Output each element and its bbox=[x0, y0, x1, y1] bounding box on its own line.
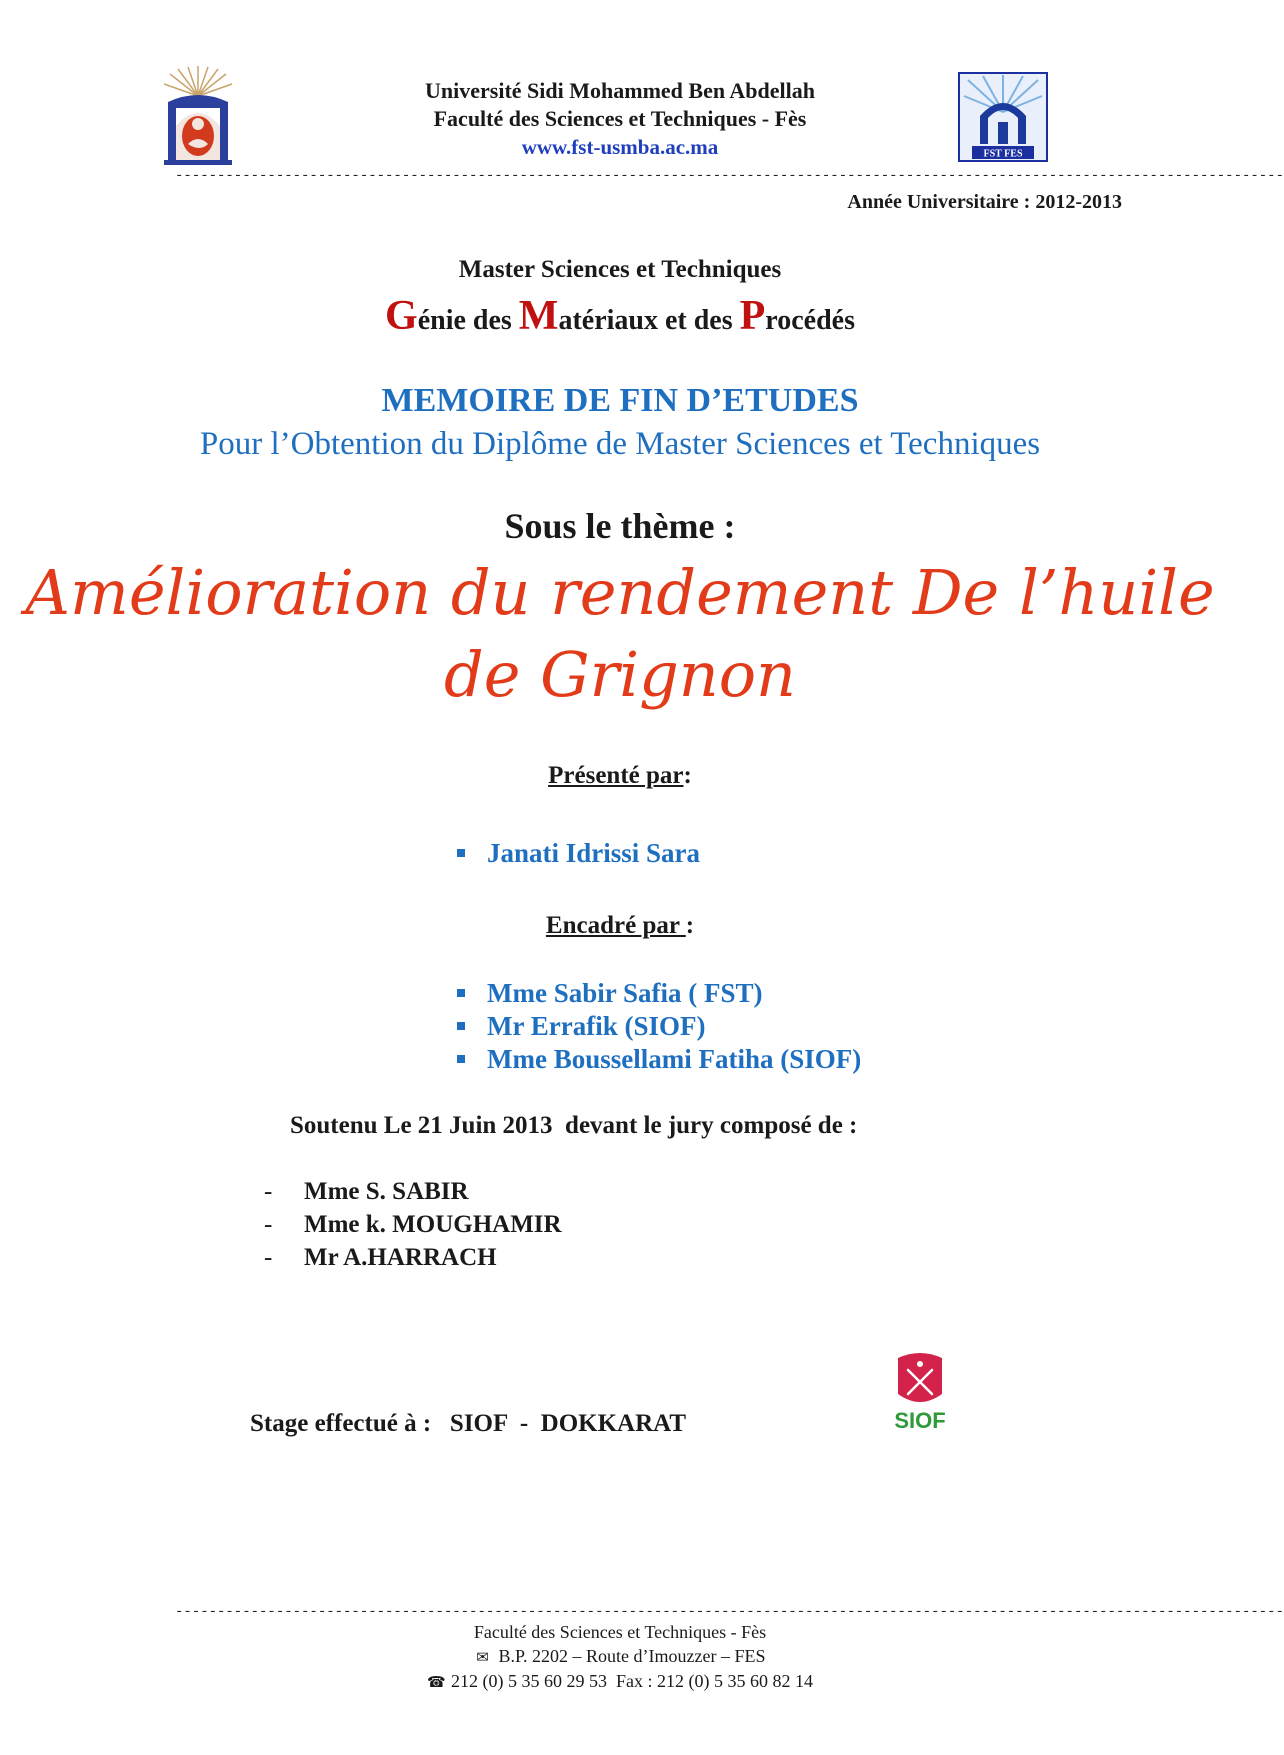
footer-phone: 212 (0) 5 35 60 29 53 Fax : 212 (0) 5 35 60 82 14 bbox=[451, 1671, 813, 1691]
phone-icon: ☎ bbox=[427, 1673, 446, 1691]
specialty-initial-m: M bbox=[518, 293, 559, 339]
footer-address: B.P. 2202 – Route d’Imouzzer – FES bbox=[498, 1646, 766, 1666]
list-item bbox=[264, 1244, 497, 1272]
supervised-by-colon: : bbox=[685, 912, 695, 939]
institution-header bbox=[300, 77, 940, 161]
dash-marker: - bbox=[264, 1178, 273, 1205]
bullet-icon bbox=[457, 849, 465, 857]
list-item bbox=[457, 1011, 705, 1042]
header-divider: ------------------------------------------------------------------------------------------------------------------------------------ bbox=[175, 168, 1284, 184]
supervised-by-text: Encadré par bbox=[545, 912, 686, 939]
university-emblem-icon bbox=[160, 66, 236, 166]
jury-member: Mr A.HARRACH bbox=[304, 1244, 497, 1271]
logo-right-text: FST FES bbox=[983, 148, 1023, 160]
theme-label: Sous le thème : bbox=[504, 506, 736, 546]
supervised-by-label bbox=[0, 912, 1240, 940]
supervisor-name: Mme Boussellami Fatiha (SIOF) bbox=[487, 1044, 862, 1074]
specialty-initial-g: G bbox=[385, 293, 418, 339]
dash-marker: - bbox=[264, 1244, 273, 1271]
supervisor-name: Mr Errafik (SIOF) bbox=[487, 1011, 706, 1041]
list-item bbox=[457, 978, 763, 1009]
memoire-subtitle: Pour l’Obtention du Diplôme de Master Sciences et Techniques bbox=[199, 426, 1041, 462]
mailbox-icon: ✉ bbox=[476, 1648, 489, 1666]
university-name: Université Sidi Mohammed Ben Abdellah bbox=[425, 78, 815, 103]
jury-member: Mme k. MOUGHAMIR bbox=[304, 1211, 562, 1238]
jury-member: Mme S. SABIR bbox=[304, 1178, 469, 1205]
presented-by-label bbox=[0, 762, 1240, 790]
specialty-text-3: rocédés bbox=[765, 305, 855, 336]
siof-logo-icon bbox=[880, 1348, 960, 1434]
student-name: Janati Idrissi Sara bbox=[487, 838, 701, 868]
thesis-title-line-1: Amélioration du rendement De l’huile bbox=[25, 556, 1215, 629]
presented-by-text: Présenté par bbox=[548, 762, 684, 789]
thesis-title-line-2: de Grignon bbox=[444, 638, 796, 711]
dash-marker: - bbox=[264, 1211, 273, 1238]
specialty-text-1: énie des bbox=[417, 305, 519, 336]
bullet-icon bbox=[457, 989, 465, 997]
supervisor-name: Mme Sabir Safia ( FST) bbox=[487, 978, 763, 1008]
internship-statement: Stage effectué à : SIOF - DOKKARAT bbox=[250, 1410, 687, 1437]
footer-faculty: Faculté des Sciences et Techniques - Fès bbox=[473, 1622, 767, 1642]
presented-by-colon: : bbox=[683, 762, 692, 789]
list-item bbox=[264, 1211, 562, 1239]
thesis-title bbox=[0, 552, 1240, 716]
master-program: Master Sciences et Techniques bbox=[458, 256, 782, 283]
bullet-icon bbox=[457, 1055, 465, 1063]
memoire-title: MEMOIRE DE FIN D’ETUDES bbox=[381, 382, 859, 419]
footer-phone-row bbox=[0, 1669, 1240, 1694]
list-item bbox=[457, 1044, 861, 1075]
bullet-icon bbox=[457, 1022, 465, 1030]
fst-fes-logo-icon bbox=[958, 72, 1048, 162]
program-specialty bbox=[0, 292, 1240, 340]
academic-year: Année Universitaire : 2012-2013 bbox=[847, 191, 1122, 213]
specialty-text-2: atériaux et des bbox=[558, 305, 740, 336]
list-item bbox=[264, 1178, 469, 1206]
footer bbox=[0, 1620, 1240, 1694]
defense-statement: Soutenu Le 21 Juin 2013 devant le jury composé de : bbox=[290, 1112, 858, 1139]
student-item bbox=[457, 838, 700, 869]
siof-logo-text: SIOF bbox=[894, 1408, 946, 1433]
footer-address-row bbox=[0, 1644, 1240, 1669]
footer-divider: ------------------------------------------------------------------------------------------------------------------------------------ bbox=[175, 1604, 1284, 1620]
specialty-initial-p: P bbox=[739, 293, 766, 339]
website-link[interactable]: www.fst-usmba.ac.ma bbox=[521, 135, 719, 159]
faculty-name: Faculté des Sciences et Techniques - Fès bbox=[433, 106, 807, 131]
